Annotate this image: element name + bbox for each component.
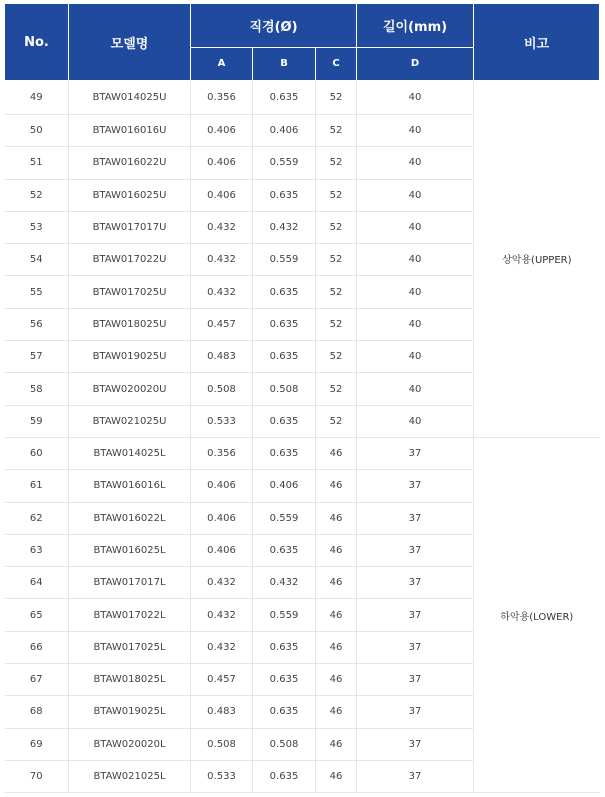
cell-diameter-c: 46	[316, 437, 357, 469]
cell-note: 상악용(UPPER)	[474, 81, 600, 438]
cell-diameter-a: 0.406	[191, 179, 253, 211]
cell-diameter-b: 0.559	[253, 244, 316, 276]
cell-model: BTAW016025U	[69, 179, 191, 211]
cell-diameter-a: 0.432	[191, 631, 253, 663]
cell-diameter-a: 0.432	[191, 567, 253, 599]
cell-diameter-c: 52	[316, 179, 357, 211]
cell-length-d: 40	[357, 179, 474, 211]
cell-diameter-b: 0.635	[253, 696, 316, 728]
cell-no: 60	[5, 437, 69, 469]
table-body	[5, 81, 600, 793]
table-header	[5, 4, 600, 81]
cell-diameter-c: 46	[316, 760, 357, 792]
cell-model: BTAW017017U	[69, 211, 191, 243]
cell-diameter-b: 0.432	[253, 567, 316, 599]
cell-no: 63	[5, 534, 69, 566]
cell-model: BTAW021025U	[69, 405, 191, 437]
cell-length-d: 37	[357, 567, 474, 599]
cell-diameter-a: 0.406	[191, 470, 253, 502]
cell-diameter-b: 0.635	[253, 179, 316, 211]
cell-length-d: 37	[357, 470, 474, 502]
cell-length-d: 40	[357, 115, 474, 147]
cell-diameter-a: 0.432	[191, 276, 253, 308]
cell-diameter-b: 0.635	[253, 405, 316, 437]
cell-length-d: 40	[357, 373, 474, 405]
cell-diameter-a: 0.533	[191, 405, 253, 437]
cell-diameter-b: 0.635	[253, 534, 316, 566]
cell-model: BTAW016022L	[69, 502, 191, 534]
cell-diameter-a: 0.533	[191, 760, 253, 792]
cell-diameter-a: 0.406	[191, 115, 253, 147]
cell-diameter-a: 0.508	[191, 373, 253, 405]
cell-model: BTAW020020L	[69, 728, 191, 760]
cell-diameter-b: 0.635	[253, 760, 316, 792]
cell-length-d: 40	[357, 147, 474, 179]
header-model: 모델명	[69, 4, 191, 81]
cell-model: BTAW016016U	[69, 115, 191, 147]
cell-model: BTAW018025U	[69, 308, 191, 340]
cell-diameter-b: 0.559	[253, 599, 316, 631]
cell-no: 57	[5, 341, 69, 373]
cell-no: 56	[5, 308, 69, 340]
cell-diameter-c: 46	[316, 664, 357, 696]
cell-diameter-b: 0.635	[253, 437, 316, 469]
cell-no: 51	[5, 147, 69, 179]
cell-model: BTAW017022L	[69, 599, 191, 631]
cell-diameter-b: 0.508	[253, 373, 316, 405]
header-length: 길이(mm)	[357, 4, 474, 48]
cell-length-d: 37	[357, 728, 474, 760]
header-sub-b: B	[253, 47, 316, 80]
cell-length-d: 37	[357, 631, 474, 663]
cell-diameter-a: 0.356	[191, 81, 253, 115]
cell-no: 67	[5, 664, 69, 696]
cell-no: 59	[5, 405, 69, 437]
cell-diameter-c: 52	[316, 373, 357, 405]
cell-no: 64	[5, 567, 69, 599]
cell-no: 54	[5, 244, 69, 276]
cell-model: BTAW017025L	[69, 631, 191, 663]
cell-diameter-a: 0.406	[191, 534, 253, 566]
cell-diameter-b: 0.635	[253, 664, 316, 696]
cell-diameter-a: 0.432	[191, 211, 253, 243]
cell-diameter-b: 0.635	[253, 308, 316, 340]
cell-diameter-c: 52	[316, 211, 357, 243]
header-sub-d: D	[357, 47, 474, 80]
cell-model: BTAW016022U	[69, 147, 191, 179]
cell-no: 53	[5, 211, 69, 243]
cell-diameter-b: 0.559	[253, 502, 316, 534]
cell-diameter-c: 46	[316, 470, 357, 502]
cell-length-d: 40	[357, 405, 474, 437]
cell-diameter-a: 0.483	[191, 696, 253, 728]
cell-diameter-c: 52	[316, 81, 357, 115]
cell-model: BTAW017025U	[69, 276, 191, 308]
cell-diameter-b: 0.635	[253, 81, 316, 115]
cell-no: 68	[5, 696, 69, 728]
header-diameter: 직경(Ø)	[191, 4, 357, 48]
spec-table	[4, 3, 600, 793]
cell-length-d: 37	[357, 534, 474, 566]
cell-model: BTAW021025L	[69, 760, 191, 792]
cell-diameter-c: 52	[316, 244, 357, 276]
table-row	[5, 81, 600, 115]
cell-model: BTAW019025U	[69, 341, 191, 373]
cell-diameter-c: 46	[316, 502, 357, 534]
cell-diameter-a: 0.406	[191, 502, 253, 534]
cell-diameter-b: 0.406	[253, 470, 316, 502]
cell-no: 52	[5, 179, 69, 211]
cell-no: 58	[5, 373, 69, 405]
cell-no: 55	[5, 276, 69, 308]
cell-length-d: 37	[357, 437, 474, 469]
cell-length-d: 37	[357, 502, 474, 534]
cell-diameter-b: 0.635	[253, 631, 316, 663]
header-sub-c: C	[316, 47, 357, 80]
cell-diameter-c: 46	[316, 599, 357, 631]
cell-model: BTAW016016L	[69, 470, 191, 502]
cell-diameter-a: 0.356	[191, 437, 253, 469]
cell-no: 70	[5, 760, 69, 792]
cell-length-d: 40	[357, 341, 474, 373]
cell-diameter-a: 0.457	[191, 664, 253, 696]
cell-no: 66	[5, 631, 69, 663]
cell-diameter-c: 52	[316, 147, 357, 179]
cell-diameter-a: 0.483	[191, 341, 253, 373]
table-row	[5, 437, 600, 469]
cell-model: BTAW019025L	[69, 696, 191, 728]
header-no: No.	[5, 4, 69, 81]
cell-length-d: 37	[357, 696, 474, 728]
cell-diameter-c: 52	[316, 405, 357, 437]
cell-model: BTAW020020U	[69, 373, 191, 405]
cell-model: BTAW018025L	[69, 664, 191, 696]
cell-note: 하악용(LOWER)	[474, 437, 600, 792]
cell-model: BTAW016025L	[69, 534, 191, 566]
cell-no: 50	[5, 115, 69, 147]
cell-diameter-a: 0.457	[191, 308, 253, 340]
cell-diameter-a: 0.432	[191, 244, 253, 276]
cell-diameter-b: 0.406	[253, 115, 316, 147]
cell-diameter-c: 46	[316, 567, 357, 599]
header-note: 비고	[474, 4, 600, 81]
cell-model: BTAW014025L	[69, 437, 191, 469]
cell-length-d: 37	[357, 760, 474, 792]
cell-model: BTAW014025U	[69, 81, 191, 115]
cell-model: BTAW017017L	[69, 567, 191, 599]
cell-length-d: 40	[357, 276, 474, 308]
cell-diameter-b: 0.508	[253, 728, 316, 760]
cell-no: 65	[5, 599, 69, 631]
cell-no: 69	[5, 728, 69, 760]
cell-no: 62	[5, 502, 69, 534]
cell-length-d: 40	[357, 308, 474, 340]
cell-length-d: 40	[357, 211, 474, 243]
cell-diameter-b: 0.432	[253, 211, 316, 243]
cell-diameter-c: 52	[316, 115, 357, 147]
cell-no: 49	[5, 81, 69, 115]
cell-diameter-c: 46	[316, 631, 357, 663]
cell-diameter-c: 46	[316, 534, 357, 566]
cell-diameter-a: 0.432	[191, 599, 253, 631]
cell-length-d: 37	[357, 599, 474, 631]
cell-diameter-b: 0.559	[253, 147, 316, 179]
cell-model: BTAW017022U	[69, 244, 191, 276]
cell-diameter-c: 52	[316, 276, 357, 308]
cell-diameter-c: 46	[316, 728, 357, 760]
cell-length-d: 40	[357, 81, 474, 115]
cell-diameter-a: 0.406	[191, 147, 253, 179]
cell-no: 61	[5, 470, 69, 502]
cell-length-d: 40	[357, 244, 474, 276]
cell-diameter-c: 52	[316, 308, 357, 340]
cell-diameter-c: 46	[316, 696, 357, 728]
cell-diameter-b: 0.635	[253, 276, 316, 308]
cell-diameter-b: 0.635	[253, 341, 316, 373]
cell-diameter-a: 0.508	[191, 728, 253, 760]
header-sub-a: A	[191, 47, 253, 80]
cell-diameter-c: 52	[316, 341, 357, 373]
cell-length-d: 37	[357, 664, 474, 696]
